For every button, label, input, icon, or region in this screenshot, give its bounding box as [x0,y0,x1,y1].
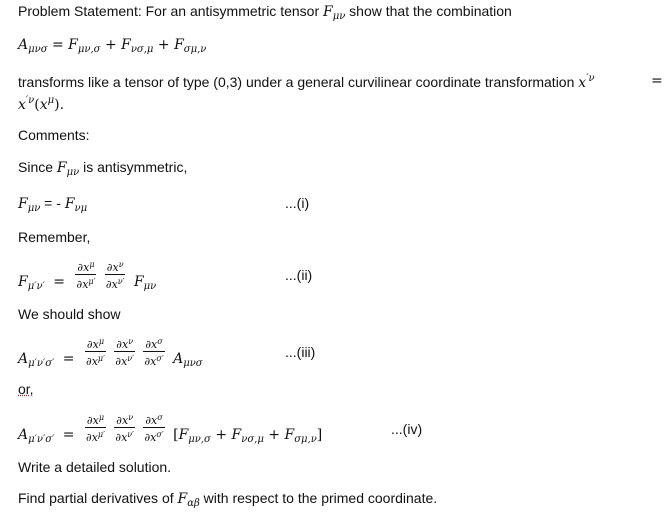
write-solution-text: Write a detailed solution. [18,459,172,475]
comments-label: Comments: [18,127,90,143]
or-label: or, [18,381,34,397]
transform-text-line1: transforms like a tensor of type (0,3) under a general curvilinear coordinate transformation $x^{'\nu}$ [18,73,595,91]
fraction-dxsigma: $\frac{\partial x^\sigma}{\partial x^{\sigma'}}$ [144,413,164,444]
transform-eq-sign: = [651,73,663,89]
should-show-label: We should show [18,306,121,322]
fraction-dxmu: $\frac{\partial x^\mu}{\partial x^{\mu'}}$ [85,337,105,368]
problem-statement [18,3,512,22]
equation-ii-tag: ...(ii) [285,267,313,283]
find-partials-text: Find partial derivatives of $F_{\alpha\beta}$ with respect to the primed coordinate. [18,490,438,509]
equation-iii: $A_{\mu'\nu'\sigma'}$ = $\frac{\partial x^\mu}{\partial x^{\mu'}}$ $\frac{\partial x^\nu}{\partial x^{\nu'}}$ $\frac{\partial x^\sigma}{\partial x^{\sigma'}}$ $A_{\mu\nu\sigma}$ [18,337,203,369]
fraction-dxnu: $\frac{\partial x^\nu}{\partial x^{\nu'}}$ [105,260,125,291]
fraction-dxmu: $\frac{\partial x^\mu}{\partial x^{\mu'}}$ [76,260,96,291]
since-line: Since $F_{\mu\nu}$ is antisymmetric, [18,159,188,178]
tensor-symbol: $F_{\mu\nu}$ [323,4,346,22]
equation-i-tag: ...(i) [285,195,310,211]
fraction-dxnu: $\frac{\partial x^\nu}{\partial x^{\nu'}}$ [115,337,134,368]
combination-equation: $A_{\mu\nu\sigma} = F_{\mu\nu,\sigma} + F_{\nu\sigma,\mu} + F_{\sigma\mu,\nu}$ [18,37,207,55]
equation-iv-tag: ...(iv) [391,421,423,437]
fraction-dxsigma: $\frac{\partial x^\sigma}{\partial x^{\sigma'}}$ [144,337,164,368]
equation-iv: $A_{\mu'\nu'\sigma'}$ = $\frac{\partial x^\mu}{\partial x^{\mu'}}$ $\frac{\partial x^\nu}{\partial x^{\nu'}}$ $\frac{\partial x^\sigma}{\partial x^{\sigma'}}$ $[F_{\mu\nu,\sigma} + F_{\nu\sigma,\mu} + F_{\sigma\mu,\nu}]$ [18,413,323,445]
equation-i: $F_{\mu\nu}$ = - $F_{\nu\mu}$ [18,195,88,214]
problem-statement-trail: show that the combination [345,3,512,19]
remember-label: Remember, [18,229,91,245]
equation-ii: $F_{\mu'\nu'}$ = $\frac{\partial x^\mu}{\partial x^{\mu'}}$ $\frac{\partial x^\nu}{\partial x^{\nu'}}$ $F_{\mu\nu}$ [18,260,157,292]
problem-statement-lead: Problem Statement: For an antisymmetric tensor [18,3,323,19]
transform-text-line2: $x^{'\nu}(x^\mu)$. [18,95,65,113]
equation-iii-tag: ...(iii) [285,344,316,360]
fraction-dxmu: $\frac{\partial x^\mu}{\partial x^{\mu'}}$ [85,413,105,444]
fraction-dxnu: $\frac{\partial x^\nu}{\partial x^{\nu'}}$ [115,413,134,444]
